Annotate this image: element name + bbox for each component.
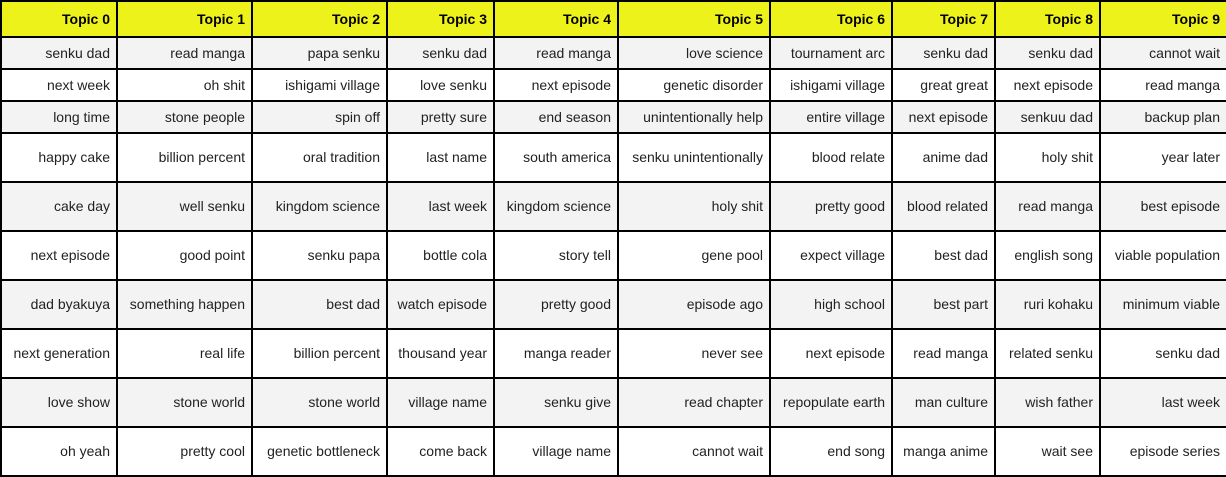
table-row	[1, 182, 1226, 231]
table-cell: village name	[387, 378, 494, 427]
table-row	[1, 427, 1226, 476]
table-row	[1, 329, 1226, 378]
table-cell: dad byakuya	[1, 280, 117, 329]
header-topic-3: Topic 3	[387, 1, 494, 37]
header-topic-4: Topic 4	[494, 1, 618, 37]
table-cell: come back	[387, 427, 494, 476]
header-topic-9: Topic 9	[1100, 1, 1226, 37]
table-cell: viable population	[1100, 231, 1226, 280]
table-cell: well senku	[117, 182, 252, 231]
table-cell: best part	[892, 280, 995, 329]
table-cell: oral tradition	[252, 133, 387, 182]
table-cell: love senku	[387, 69, 494, 101]
table-cell: village name	[494, 427, 618, 476]
table-cell: best episode	[1100, 182, 1226, 231]
header-topic-8: Topic 8	[995, 1, 1100, 37]
table-cell: manga anime	[892, 427, 995, 476]
table-cell: ishigami village	[252, 69, 387, 101]
table-cell: read manga	[892, 329, 995, 378]
table-cell: expect village	[770, 231, 892, 280]
table-cell: south america	[494, 133, 618, 182]
table-row	[1, 231, 1226, 280]
table-cell: something happen	[117, 280, 252, 329]
table-cell: senku dad	[1, 37, 117, 69]
table-cell: cake day	[1, 182, 117, 231]
table-cell: next episode	[995, 69, 1100, 101]
table-cell: best dad	[252, 280, 387, 329]
table-cell: ruri kohaku	[995, 280, 1100, 329]
table-header	[1, 1, 1226, 37]
header-topic-6: Topic 6	[770, 1, 892, 37]
table-cell: senkuu dad	[995, 101, 1100, 133]
table-row	[1, 378, 1226, 427]
table-cell: last week	[387, 182, 494, 231]
table-cell: read chapter	[618, 378, 770, 427]
table-cell: thousand year	[387, 329, 494, 378]
table-cell: senku dad	[995, 37, 1100, 69]
table-cell: love show	[1, 378, 117, 427]
table-cell: cannot wait	[1100, 37, 1226, 69]
header-topic-2: Topic 2	[252, 1, 387, 37]
table-cell: related senku	[995, 329, 1100, 378]
table-cell: blood relate	[770, 133, 892, 182]
table-cell: entire village	[770, 101, 892, 133]
table-cell: senku dad	[387, 37, 494, 69]
table-cell: love science	[618, 37, 770, 69]
table-cell: kingdom science	[252, 182, 387, 231]
table-cell: anime dad	[892, 133, 995, 182]
table-cell: repopulate earth	[770, 378, 892, 427]
table-cell: stone world	[117, 378, 252, 427]
table-cell: good point	[117, 231, 252, 280]
table-cell: manga reader	[494, 329, 618, 378]
table-cell: kingdom science	[494, 182, 618, 231]
table-cell: oh yeah	[1, 427, 117, 476]
table-cell: long time	[1, 101, 117, 133]
table-cell: next episode	[770, 329, 892, 378]
table-cell: pretty good	[494, 280, 618, 329]
table-cell: end song	[770, 427, 892, 476]
header-topic-5: Topic 5	[618, 1, 770, 37]
table-cell: stone people	[117, 101, 252, 133]
table-cell: billion percent	[252, 329, 387, 378]
table-cell: bottle cola	[387, 231, 494, 280]
table-cell: real life	[117, 329, 252, 378]
table-cell: watch episode	[387, 280, 494, 329]
table-cell: story tell	[494, 231, 618, 280]
table-cell: papa senku	[252, 37, 387, 69]
table-row	[1, 101, 1226, 133]
table-cell: read manga	[995, 182, 1100, 231]
table-row	[1, 37, 1226, 69]
table-cell: pretty cool	[117, 427, 252, 476]
table-cell: best dad	[892, 231, 995, 280]
table-cell: never see	[618, 329, 770, 378]
table-cell: pretty good	[770, 182, 892, 231]
header-topic-1: Topic 1	[117, 1, 252, 37]
table-row	[1, 69, 1226, 101]
table-cell: wish father	[995, 378, 1100, 427]
header-topic-0: Topic 0	[1, 1, 117, 37]
table-cell: year later	[1100, 133, 1226, 182]
table-cell: next week	[1, 69, 117, 101]
table-cell: stone world	[252, 378, 387, 427]
table-cell: episode series	[1100, 427, 1226, 476]
table-cell: holy shit	[995, 133, 1100, 182]
table-cell: holy shit	[618, 182, 770, 231]
header-row	[1, 1, 1226, 37]
table-cell: senku dad	[892, 37, 995, 69]
table-cell: oh shit	[117, 69, 252, 101]
table-cell: last name	[387, 133, 494, 182]
table-cell: episode ago	[618, 280, 770, 329]
table-cell: genetic bottleneck	[252, 427, 387, 476]
table-cell: genetic disorder	[618, 69, 770, 101]
table-cell: read manga	[1100, 69, 1226, 101]
table-cell: billion percent	[117, 133, 252, 182]
table-cell: senku unintentionally	[618, 133, 770, 182]
table-row	[1, 280, 1226, 329]
table-cell: tournament arc	[770, 37, 892, 69]
table-cell: spin off	[252, 101, 387, 133]
table-row	[1, 133, 1226, 182]
table-cell: end season	[494, 101, 618, 133]
table-cell: man culture	[892, 378, 995, 427]
table-cell: next episode	[1, 231, 117, 280]
table-cell: read manga	[494, 37, 618, 69]
table-cell: english song	[995, 231, 1100, 280]
table-cell: minimum viable	[1100, 280, 1226, 329]
header-topic-7: Topic 7	[892, 1, 995, 37]
table-cell: gene pool	[618, 231, 770, 280]
table-cell: next episode	[494, 69, 618, 101]
table-cell: next generation	[1, 329, 117, 378]
table-cell: last week	[1100, 378, 1226, 427]
table-cell: pretty sure	[387, 101, 494, 133]
table-cell: senku papa	[252, 231, 387, 280]
table-cell: ishigami village	[770, 69, 892, 101]
table-body	[1, 37, 1226, 476]
table-cell: senku dad	[1100, 329, 1226, 378]
table-cell: wait see	[995, 427, 1100, 476]
table-cell: happy cake	[1, 133, 117, 182]
table-cell: next episode	[892, 101, 995, 133]
table-cell: backup plan	[1100, 101, 1226, 133]
table-cell: unintentionally help	[618, 101, 770, 133]
table-cell: high school	[770, 280, 892, 329]
table-cell: senku give	[494, 378, 618, 427]
table-cell: great great	[892, 69, 995, 101]
table-cell: read manga	[117, 37, 252, 69]
table-cell: cannot wait	[618, 427, 770, 476]
table-cell: blood related	[892, 182, 995, 231]
